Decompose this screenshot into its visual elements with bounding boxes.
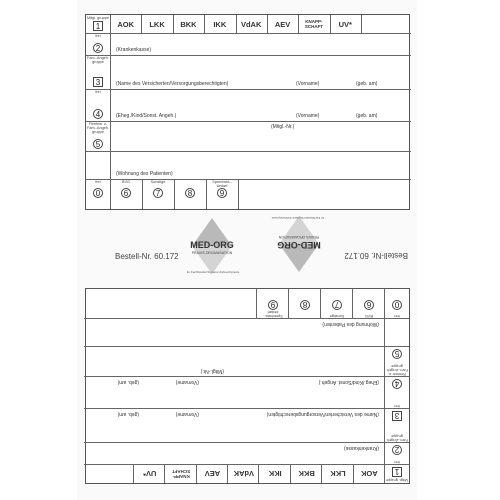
- bottom-field-label: (Krankenkasse): [343, 445, 379, 451]
- top-field-label: (geb. am): [356, 81, 378, 87]
- logo-tagline: Im Fachhandel Signatur Zahnarztpraxis: [186, 270, 240, 274]
- bottom-row-line: [84, 442, 409, 443]
- top-row-left-label: frei: [95, 34, 101, 38]
- bottom-bottom-box-divider: [288, 289, 289, 319]
- top-row-line: [86, 151, 411, 152]
- logo-text: MED-ORG: [190, 240, 234, 250]
- top-row-left-label: Rentner u. Fam.-Angeh. gruppe: [87, 122, 109, 134]
- bottom-row-line: [84, 464, 409, 465]
- top-insurer-divider: [298, 15, 299, 33]
- bottom-row-left-label: frei: [394, 404, 400, 408]
- top-bottom-box-label: frei: [95, 180, 101, 184]
- top-bottom-box-number-7: 7: [153, 188, 163, 198]
- top-field-label: (geb. am): [356, 113, 378, 119]
- bottom-row-number-5: 5: [392, 349, 402, 359]
- top-row-left-label: Fam.-Angeh. gruppe: [87, 56, 109, 64]
- bottom-row-left-label: Fam.-Angeh. gruppe: [386, 434, 408, 442]
- top-field-label: (Wohnung des Patienten): [116, 171, 173, 177]
- top-insurer-bkk: BKK: [180, 20, 197, 29]
- insurance-form-top: [85, 14, 410, 210]
- bottom-field-label: (Vorname): [175, 411, 199, 417]
- insurance-form-bottom: [85, 288, 410, 484]
- bottom-insurer-vdak: VdAK: [233, 469, 255, 478]
- bottom-insurer-uv: UV*: [143, 469, 157, 478]
- top-insurer-divider: [173, 15, 174, 33]
- bottom-insurer-divider: [353, 465, 354, 483]
- bottom-insurer-knappschaft: KNAPP-SCHAFT: [171, 469, 191, 479]
- top-bottom-box-label: Sprechstd.-bedarf: [212, 180, 232, 188]
- logo-tagline-mirrored: Im Fachhandel Signatur Zahnarztpraxis: [271, 216, 325, 220]
- center-info-mirrored: [250, 212, 410, 278]
- order-number-mirrored: Bestell-Nr. 60.172: [344, 251, 408, 260]
- top-insurer-divider: [267, 15, 268, 33]
- bottom-left-column-divider: [384, 319, 385, 483]
- bottom-row-left-label: frei: [394, 460, 400, 464]
- bottom-insurer-divider: [196, 465, 197, 483]
- logo-subtext: PRAXIS-ORGANISATION: [191, 251, 233, 255]
- bottom-bottom-box-number-9: 9: [268, 300, 278, 310]
- bottom-insurer-bkk: BKK: [298, 469, 315, 478]
- top-insurer-lkk: LKK: [149, 20, 165, 29]
- top-insurer-divider: [361, 15, 362, 33]
- top-row-line: [86, 33, 411, 34]
- top-field-label: (Name des Versicherten/Versorgungsberechtigten): [116, 81, 229, 87]
- bottom-insurer-aev: AEV: [204, 469, 221, 478]
- bottom-field-label: (Vorname): [175, 379, 199, 385]
- top-field-label: (Vorname): [296, 81, 320, 87]
- top-insurer-divider: [204, 15, 205, 33]
- top-field-label: (Vorname): [296, 113, 320, 119]
- bottom-field-label: (Mitgl.-Nr.): [200, 368, 224, 374]
- top-insurer-ikk: IKK: [213, 20, 227, 29]
- bottom-bottom-box-number-7: 7: [332, 300, 342, 310]
- med-org-logo-mirrored: [272, 211, 326, 272]
- bottom-insurer-divider: [290, 465, 291, 483]
- top-row-left-label: frei: [95, 90, 101, 94]
- bottom-insurer-lkk: LKK: [330, 469, 346, 478]
- bottom-insurer-divider: [133, 465, 134, 483]
- bottom-field-label: (Wohnung des Patienten): [322, 321, 379, 327]
- bottom-bottom-box-number-8: 8: [300, 300, 310, 310]
- bottom-insurer-divider: [259, 465, 260, 483]
- bottom-row-number-2: 2: [392, 445, 402, 455]
- bottom-bottom-box-divider: [352, 289, 353, 319]
- center-info: [85, 212, 410, 278]
- bottom-insurer-divider: [321, 465, 322, 483]
- top-left-column-divider: [110, 15, 111, 179]
- top-insurer-vdak: VdAK: [240, 20, 262, 29]
- bottom-field-label: (Name des Versicherten/Versorgungsberechtigten): [266, 411, 379, 417]
- bottom-row-number-4: 4: [392, 379, 402, 389]
- logo-text-mirrored: MED-ORG: [277, 240, 321, 250]
- top-bottom-box-label: Sonstige: [150, 180, 166, 184]
- top-bottom-box-divider: [174, 179, 175, 209]
- bottom-row-line: [84, 376, 409, 377]
- med-org-logo: [185, 218, 239, 279]
- top-insurer-divider: [236, 15, 237, 33]
- top-row-number-4: 4: [93, 109, 103, 119]
- bottom-bottom-box-number-0: 0: [392, 300, 402, 310]
- top-insurer-divider: [141, 15, 142, 33]
- top-row-number-1: 1: [93, 21, 103, 31]
- bottom-insurer-divider: [164, 465, 165, 483]
- top-field-label: (Eheg./Kind/Sonst. Angeh.): [116, 113, 177, 119]
- bottom-row-left-label: Mitgl. gruppe: [386, 478, 408, 482]
- bottom-bottom-box-label: BVG: [364, 314, 374, 318]
- top-insurer-uv: UV*: [338, 20, 352, 29]
- top-bottom-box-divider: [238, 179, 239, 209]
- bottom-bottom-box-label: Sprechstd.-bedarf: [263, 310, 283, 318]
- top-bottom-box-number-0: 0: [93, 188, 103, 198]
- top-bottom-box-number-6: 6: [121, 188, 131, 198]
- bottom-bottom-box-number-6: 6: [364, 300, 374, 310]
- bottom-row-left-label: Rentner u. Fam.-Angeh. gruppe: [386, 364, 408, 376]
- top-bottom-box-divider: [110, 179, 111, 209]
- bottom-row-line: [84, 408, 409, 409]
- top-bottom-box-number-8: 8: [185, 188, 195, 198]
- bottom-row-number-3: 3: [392, 411, 402, 421]
- top-field-label: (Mitgl.-Nr.): [271, 124, 295, 130]
- top-row-number-3: 3: [93, 77, 103, 87]
- top-bottom-box-label: BVG: [121, 180, 131, 184]
- bottom-insurer-divider: [227, 465, 228, 483]
- bottom-field-label: (Eheg./Kind/Sonst. Angeh.): [318, 379, 379, 385]
- bottom-insurer-aok: AOK: [360, 469, 378, 478]
- top-row-left-label: Mitgl. gruppe: [87, 16, 109, 20]
- top-insurer-knappschaft: KNAPP-SCHAFT: [304, 19, 324, 29]
- logo-subtext-mirrored: PRAXIS-ORGANISATION: [278, 235, 320, 239]
- bottom-bottom-box-divider: [256, 289, 257, 319]
- top-bottom-box-number-9: 9: [217, 188, 227, 198]
- top-row-line: [86, 121, 411, 122]
- bottom-row-line: [84, 318, 409, 319]
- top-bottom-box-divider: [142, 179, 143, 209]
- bottom-row-line: [84, 346, 409, 347]
- bottom-field-label: (geb. am): [117, 379, 139, 385]
- bottom-field-label: (geb. am): [117, 411, 139, 417]
- top-insurer-aok: AOK: [117, 20, 135, 29]
- bottom-insurer-ikk: IKK: [268, 469, 282, 478]
- bottom-row-number-1: 1: [392, 467, 402, 477]
- top-row-line: [86, 55, 411, 56]
- top-insurer-aev: AEV: [274, 20, 291, 29]
- top-row-number-5: 5: [93, 139, 103, 149]
- top-field-label: (Krankenkasse): [116, 47, 152, 53]
- order-number: Bestell-Nr. 60.172: [115, 252, 179, 261]
- bottom-bottom-box-label: Sonstige: [329, 314, 345, 318]
- top-bottom-box-divider: [206, 179, 207, 209]
- top-insurer-divider: [330, 15, 331, 33]
- bottom-bottom-box-label: frei: [394, 314, 400, 318]
- top-row-line: [86, 89, 411, 90]
- top-row-number-2: 2: [93, 43, 103, 53]
- bottom-bottom-box-divider: [320, 289, 321, 319]
